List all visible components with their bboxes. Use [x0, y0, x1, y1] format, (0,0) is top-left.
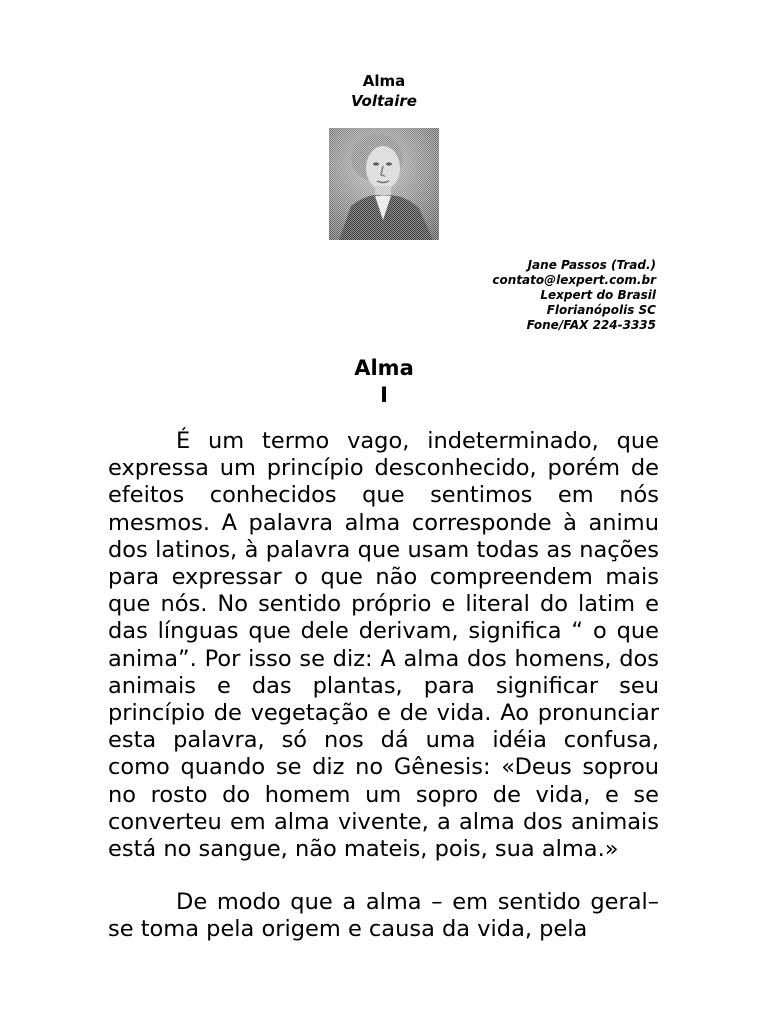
publisher-phone: Fone/FAX 224-3335 — [526, 318, 656, 332]
section-heading: Alma — [354, 356, 414, 380]
voltaire-portrait-image — [329, 128, 439, 240]
contact-email: contato@lexpert.com.br — [492, 273, 656, 287]
body-text — [108, 428, 659, 970]
paragraph-2: De modo que a alma – em sentido geral– se toma pela origem e causa da vida, pela — [108, 889, 659, 943]
publisher-city: Florianópolis SC — [546, 303, 656, 317]
paragraph-1: É um termo vago, indeterminado, que expressa um princípio desconhecido, porém de efeitos conhecidos que sentimos em nós mesmos. A palavra alma corresponde à animu dos latinos, à palavra que usam todas as nações para expressar o que não compreendem mais que nós. No sentido próprio e literal do latim e das línguas que dele derivam, significa “ o que anima”. Por isso se diz: A alma dos homens, dos animais e das plantas, para significar seu princípio de vegetação e de vida. Ao pronunciar esta palavra, só nos dá uma idéia confusa, como quando se diz no Gênesis: «Deus soprou no rosto do homem um sopro de vida, e se converteu em alma vivente, a alma dos animais está no sangue, não mateis, pois, sua alma.» — [108, 428, 659, 863]
publisher-name: Lexpert do Brasil — [540, 288, 656, 302]
credits-block — [492, 258, 656, 333]
translator-credit: Jane Passos (Trad.) — [527, 258, 656, 272]
section-number: I — [380, 383, 388, 407]
document-author: Voltaire — [351, 92, 417, 110]
document-title: Alma — [362, 72, 406, 90]
